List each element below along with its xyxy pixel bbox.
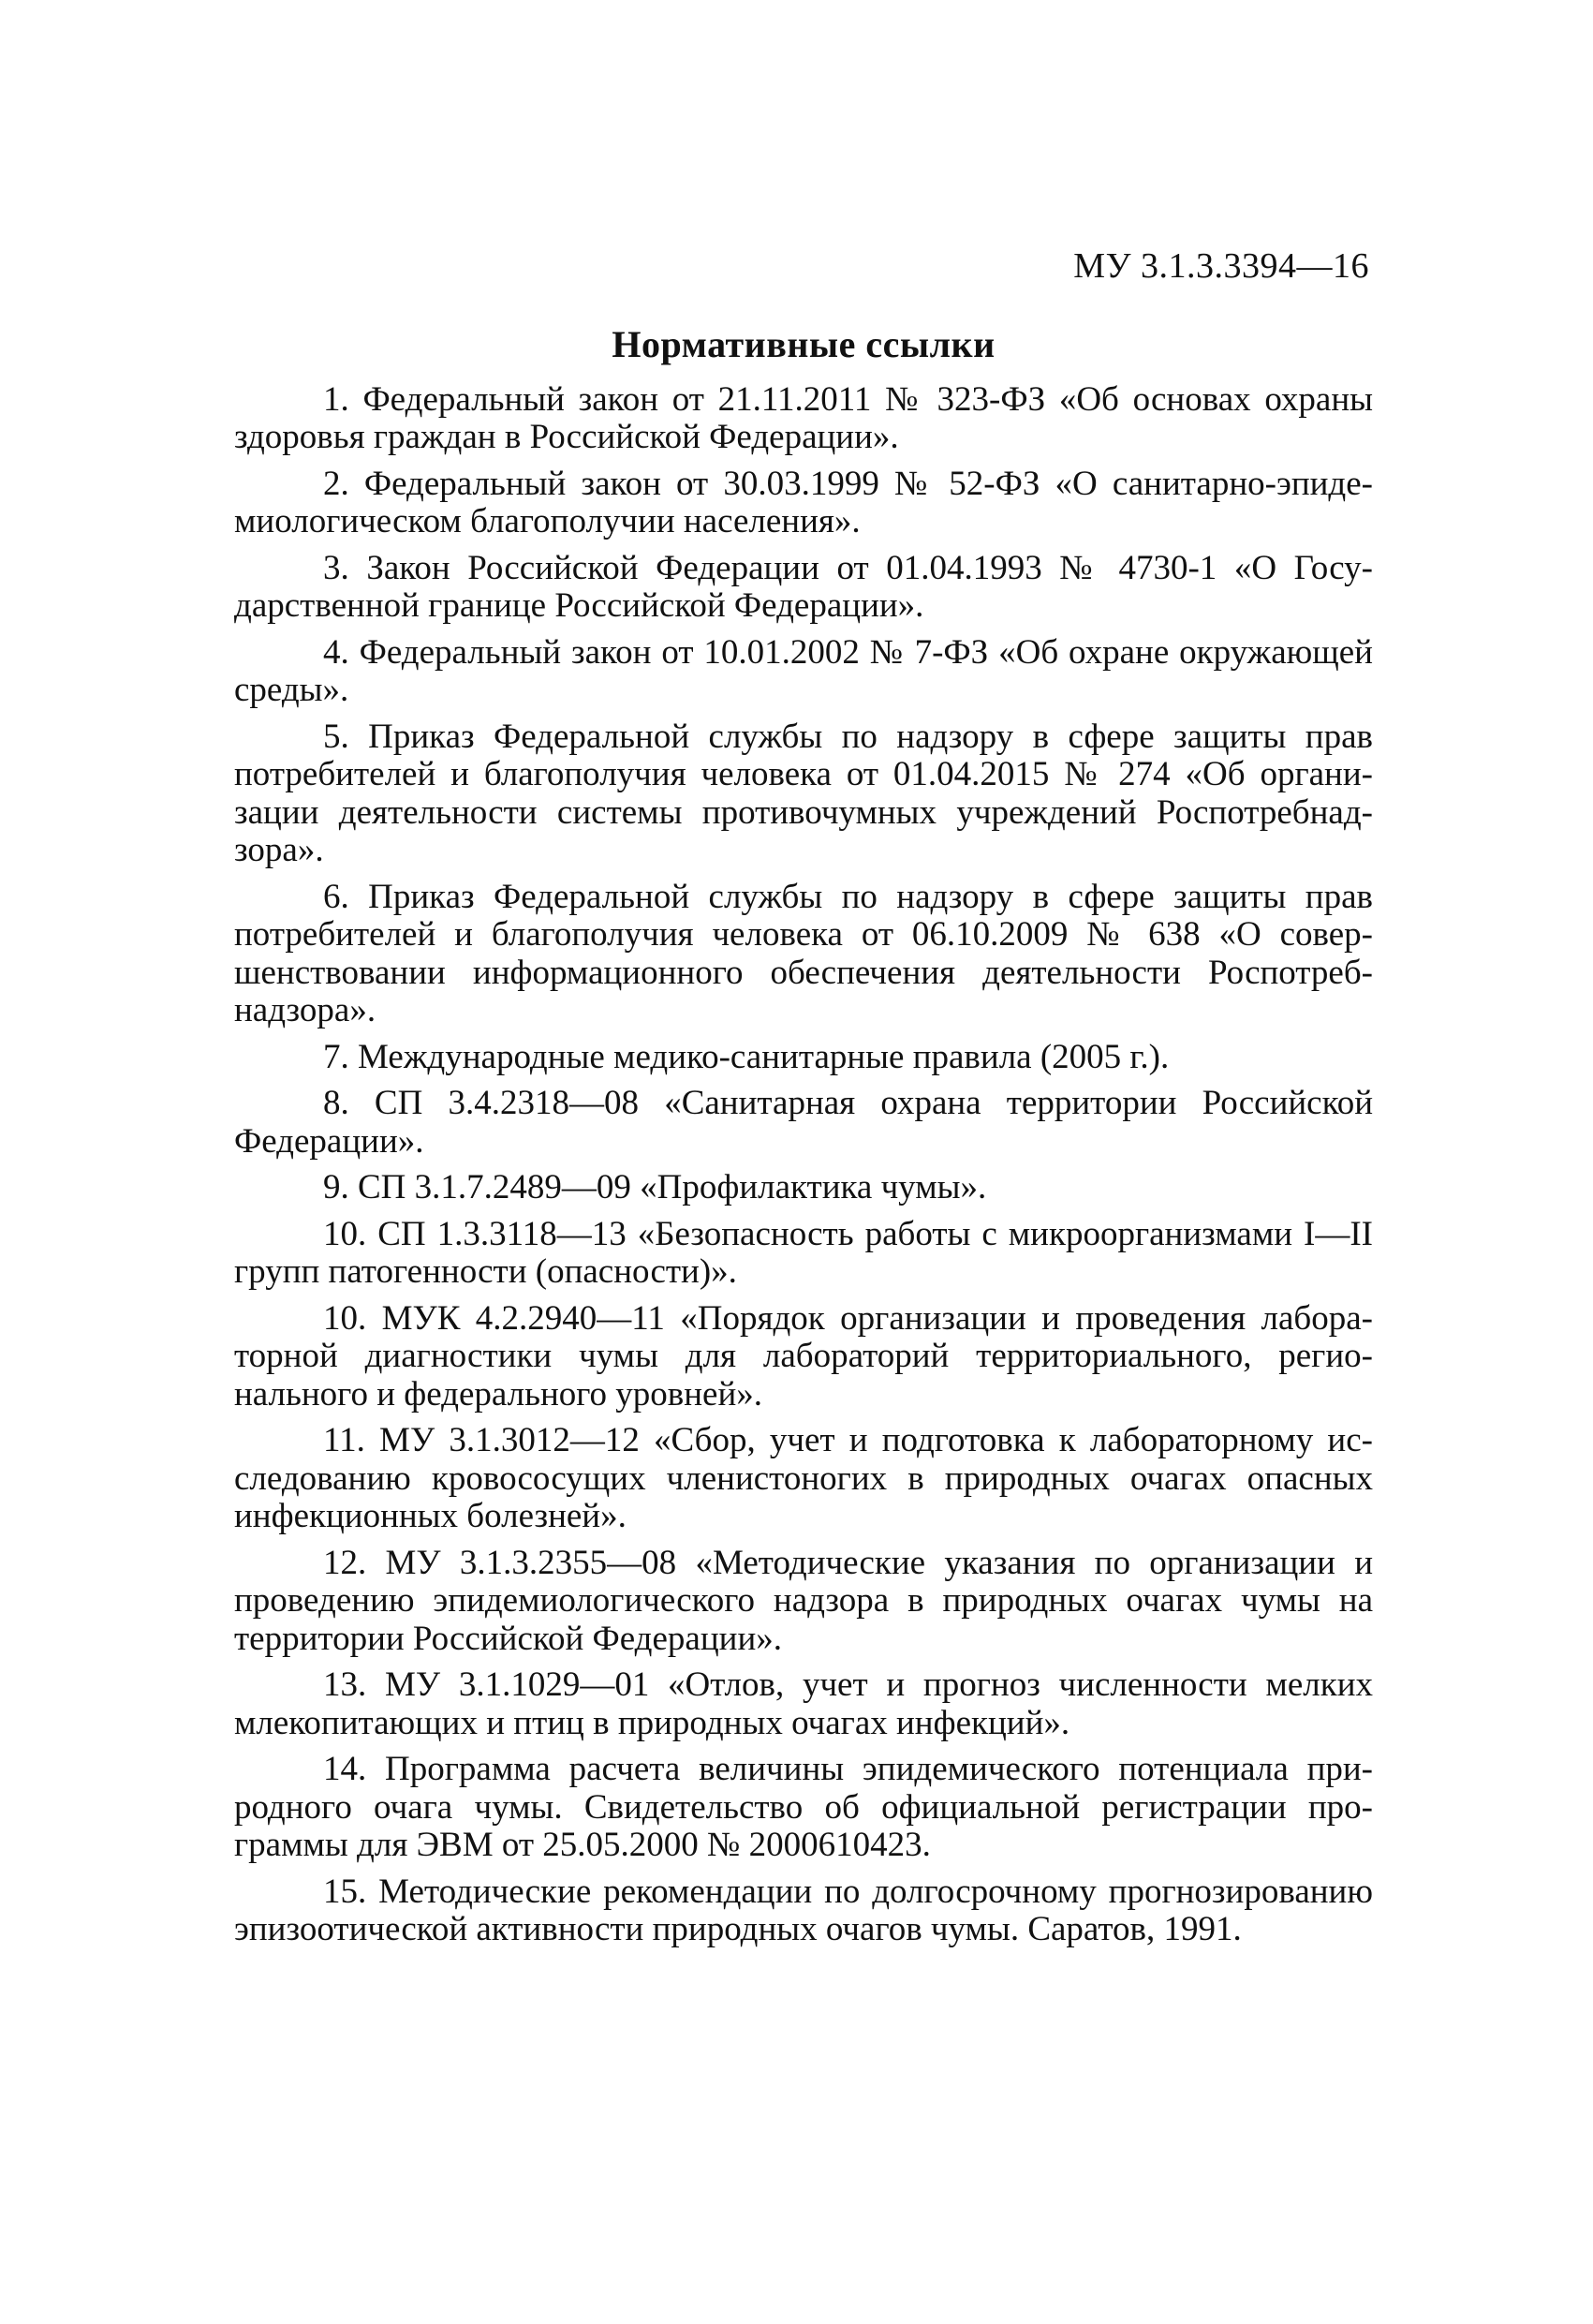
reference-item: 2. Федеральный закон от 30.03.1999 № 52-ФЗ «О санитарно-эпидемиологическом благополучии населения». <box>234 464 1373 541</box>
reference-item: 15. Методические рекомендации по долгосрочному прогнозированию эпизоотической активности природных очагов чумы. Саратов, 1991. <box>234 1872 1373 1949</box>
reference-item: 7. Международные медико-санитарные правила (2005 г.). <box>323 1037 1170 1076</box>
reference-item: 8. СП 3.4.2318—08 «Санитарная охрана территории Российской Федерации». <box>234 1084 1373 1161</box>
reference-item: 4. Федеральный закон от 10.01.2002 № 7-ФЗ «Об охране окружающей среды». <box>234 632 1373 710</box>
reference-item: 11. МУ 3.1.3012—12 «Сбор, учет и подготовка к лабораторному исследованию кровососущих членистоногих в природных очагах опасных инфекционных болезней». <box>234 1421 1373 1536</box>
reference-item: 10. СП 1.3.3118—13 «Безопасность работы с микроорганизмами I—II групп патогенности (опасности)». <box>234 1214 1373 1292</box>
reference-item: 10. МУК 4.2.2940—11 «Порядок организации и проведения лабораторной диагностики чумы для лабораторий территориального, регионального и федерального уровней». <box>234 1298 1373 1414</box>
reference-item: 6. Приказ Федеральной службы по надзору в сфере защиты прав потребителей и благополучия человека от 06.10.2009 № 638 «О совершенствовании информационного обеспечения деятельности Роспотребнадзора». <box>234 877 1373 1030</box>
reference-item: 5. Приказ Федеральной службы по надзору в сфере защиты прав потребителей и благополучия человека от 01.04.2015 № 274 «Об организации деятельности системы противочумных учреждений Роспотребнадзора». <box>234 717 1373 870</box>
reference-item: 1. Федеральный закон от 21.11.2011 № 323-ФЗ «Об основах охраны здоровья граждан в Российской Федерации». <box>234 379 1373 457</box>
reference-item: 12. МУ 3.1.3.2355—08 «Методические указания по организации и проведению эпидемиологического надзора в природных очагах чумы на территории Российской Федерации». <box>234 1543 1373 1658</box>
document-code: МУ 3.1.3.3394—16 <box>1073 246 1369 286</box>
section-heading: Нормативные ссылки <box>612 322 996 365</box>
reference-item: 13. МУ 3.1.1029—01 «Отлов, учет и прогноз численности мелких млекопитающих и птиц в природных очагах инфекций». <box>234 1665 1373 1742</box>
reference-list <box>234 381 1373 1949</box>
reference-item: 3. Закон Российской Федерации от 01.04.1993 № 4730-1 «О Государственной границе Российской Федерации». <box>234 548 1373 626</box>
document-page <box>234 245 1373 1958</box>
reference-item: 9. СП 3.1.7.2489—09 «Профилактика чумы». <box>323 1168 987 1207</box>
reference-item: 14. Программа расчета величины эпидемического потенциала природного очага чумы. Свидетельство об официальной регистрации программы для ЭВМ от 25.05.2000 № 2000610423. <box>234 1750 1373 1865</box>
